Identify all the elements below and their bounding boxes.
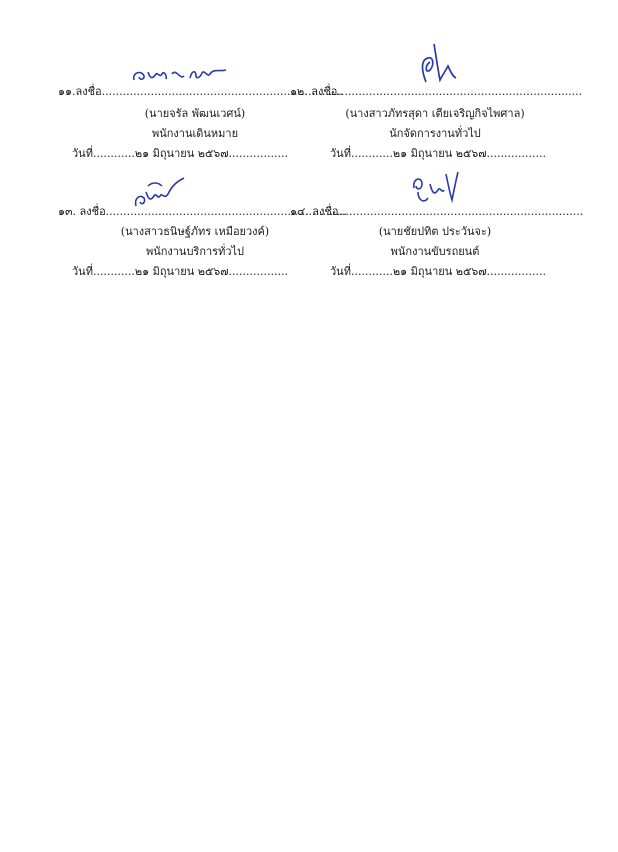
signer-name: (นายชัยปทิต ประวันจะ) xyxy=(378,225,492,238)
handwritten-signature xyxy=(406,164,466,208)
sign-line: ๑๔. ลงชื่อ...................................................................... xyxy=(290,205,584,218)
signer-name: (นางสาวธนิษฐ์ภัทร เหมือยวงค์) xyxy=(120,225,270,238)
signer-name: (นางสาวภัทรสุดา เตียเจริญกิจไพศาล) xyxy=(345,107,525,120)
handwritten-signature xyxy=(130,64,230,86)
sign-date: วันที่............๒๑ มิถุนายน ๒๕๖๗................. xyxy=(330,265,546,278)
handwritten-signature xyxy=(412,36,462,86)
sign-line: ๑๒. ลงชื่อ...................................................................... xyxy=(290,85,583,98)
sign-line: ๑๑.ลงชื่อ..................................................................... xyxy=(58,85,343,98)
sign-line: ๑๓. ลงชื่อ..................................................................... xyxy=(58,205,347,218)
signer-name: (นายจรัล พัฒนเวศน์) xyxy=(144,107,246,120)
signer-position: พนักงานบริการทั่วไป xyxy=(145,245,245,258)
sign-date: วันที่............๒๑ มิถุนายน ๒๕๖๗................. xyxy=(330,147,546,160)
signer-position: นักจัดการงานทั่วไป xyxy=(389,127,481,140)
sign-date: วันที่............๒๑ มิถุนายน ๒๕๖๗................. xyxy=(72,147,288,160)
sign-date: วันที่............๒๑ มิถุนายน ๒๕๖๗................. xyxy=(72,265,288,278)
signer-position: พนักงานเดินหมาย xyxy=(151,127,239,140)
signer-position: พนักงานขับรถยนต์ xyxy=(390,245,480,258)
